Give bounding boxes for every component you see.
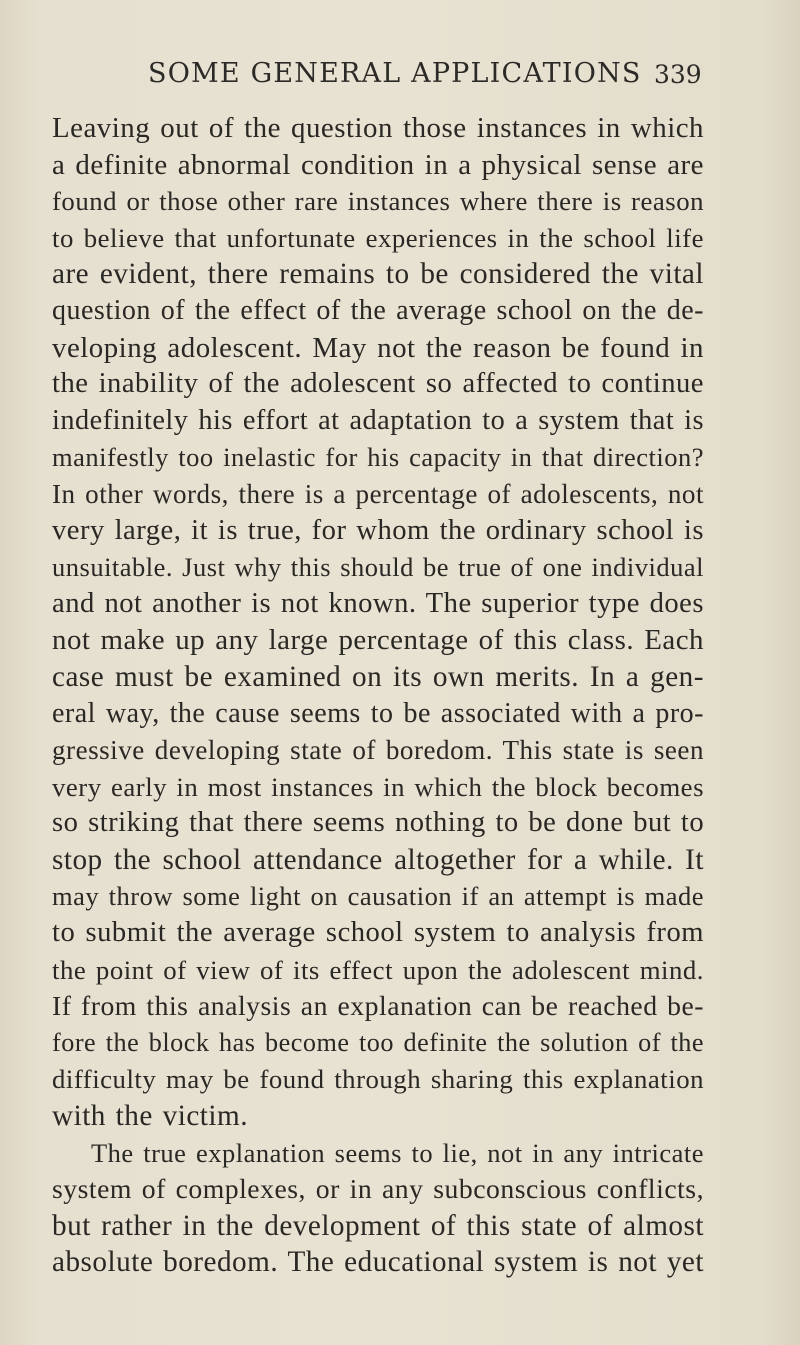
text-line: indefinitely his effort at adaptation to a system that is [52,404,704,436]
paragraph [52,110,704,1135]
text-line: but rather in the development of this state of almost [52,1209,704,1242]
text-line: system of complexes, or in any subconscious conflicts, [52,1173,704,1205]
text-line: with the victim. [52,1100,249,1133]
paragraph [52,1135,704,1281]
text-line: case must be examined on its own merits. In a gen- [52,660,704,693]
text-line: absolute boredom. The educational system is not yet [52,1246,704,1279]
text-line: The true explanation seems to lie, not in any intricate [91,1137,704,1168]
text-line: the point of view of its effect upon the adolescent mind. [52,954,704,985]
text-line: question of the effect of the average school on the de- [52,294,704,326]
text-line: Leaving out of the question those instances in which [52,112,704,144]
text-line: manifestly too inelastic for his capacity in that direction? [52,442,704,473]
text-line: to believe that unfortunate experiences in the school life [52,222,704,253]
text-line: to submit the average school system to analysis from [52,917,704,949]
text-line: stop the school attendance altogether for a while. It [52,843,704,876]
text-line: If from this analysis an explanation can be reached be- [52,990,704,1022]
text-line: and not another is not known. The superior type does [52,587,704,619]
text-line: not make up any large percentage of this class. Each [52,624,704,657]
text-line: gressive developing state of boredom. This state is seen [52,735,704,766]
text-line: very early in most instances in which the block becomes [52,771,704,802]
page-number: 339 [654,60,702,89]
text-line: are evident, there remains to be considered the vital [52,258,704,291]
text-line: the inability of the adolescent so affected to continue [52,368,704,400]
text-line: eral way, the cause seems to be associated with a pro- [52,697,704,729]
text-line: veloping adolescent. May not the reason be found in [52,331,704,364]
running-head-title: SOME GENERAL APPLICATIONS [148,58,642,89]
text-line: so striking that there seems nothing to be done but to [52,807,705,839]
text-line: found or those other rare instances where there is reason [52,186,704,217]
body-text [52,110,704,1281]
text-line: very large, it is true, for whom the ordinary school is [52,514,704,546]
text-line: may throw some light on causation if an attempt is made [52,881,704,912]
text-line: fore the block has become too definite the solution of the [52,1027,704,1057]
running-head [0,58,800,98]
text-line: In other words, there is a percentage of adolescents, not [52,478,704,509]
text-line: a definite abnormal condition in a physical sense are [52,148,704,181]
text-line: unsuitable. Just why this should be true of one individual [52,552,705,583]
text-line: difficulty may be found through sharing this explanation [52,1064,704,1095]
